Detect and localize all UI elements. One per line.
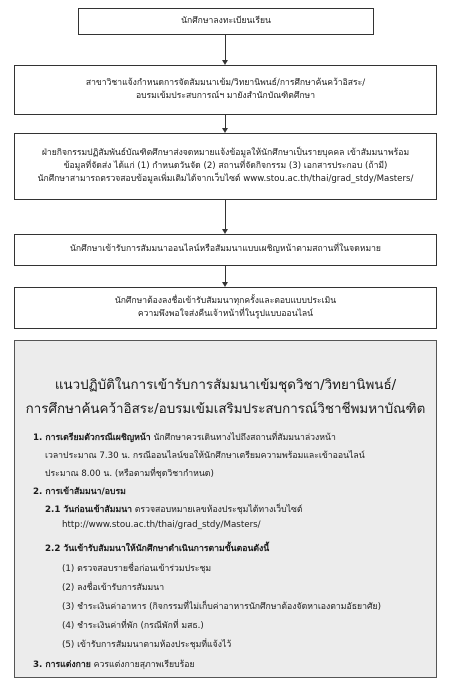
guide-subitem-before [45, 502, 303, 516]
flow-step-register [78, 8, 374, 35]
guidelines-panel [14, 340, 437, 678]
guide-item-dress-heading: 3. การแต่งกาย [33, 660, 91, 670]
flow-step-letter-line1: ฝ่ายกิจกรรมปฏิสัมพันธ์บัณฑิตศึกษาส่งจดหมายแจ้งข้อมูลให้นักศึกษาเป็นรายบุคคล เข้าสัมมนาพร้อม [41, 147, 410, 158]
flow-step-evaluate-line2: ความพึงพอใจส่งคืนเจ้าหน้าที่ในรูปแบบออนไลน์ [137, 309, 314, 319]
flow-step-evaluate [14, 287, 437, 329]
guide-item-preparation [33, 430, 336, 444]
guide-item-preparation-line3: ประมาณ 8.00 น. (หรือตามที่ชุดวิชากำหนด) [45, 469, 214, 479]
guide-subitem-onday-heading: 2.2 วันเข้ารับสัมมนาให้นักศึกษาดำเนินการตามขั้นตอนดังนี้ [45, 544, 270, 554]
guide-subitem-before-url: http://www.stou.ac.th/thai/grad_stdy/Masters/ [62, 520, 261, 530]
guide-subitem-before-text: ตรวจสอบหมายเลขห้องประชุมได้ทางเว็บไซต์ [132, 505, 303, 515]
guide-step-check-list: (1) ตรวจสอบรายชื่อก่อนเข้าร่วมประชุม [62, 564, 212, 574]
guide-item-preparation-heading: 1. การเตรียมตัวกรณีเผชิญหน้า [33, 433, 151, 443]
flow-step-schedule-line2: อบรมเข้มประสบการณ์ฯ มายังสำนักบัณฑิตศึกษา [135, 91, 316, 101]
flow-step-letter-line3: นักศึกษาสามารถตรวจสอบข้อมูลเพิ่มเติมได้จากเว็บไซต์ www.stou.ac.th/thai/grad_stdy/Masters/ [37, 174, 414, 185]
guide-item-preparation-text: นักศึกษาควรเดินทางไปถึงสถานที่สัมมนาล่วงหน้า [150, 433, 336, 443]
guidelines-title-line1: แนวปฏิบัติในการเข้ารับการสัมมนาเข้มชุดวิชา/วิทยานิพนธ์/ [54, 378, 397, 393]
flow-step-register-text: นักศึกษาลงทะเบียนเรียน [181, 15, 271, 26]
flow-step-attend [14, 234, 437, 266]
guide-step-meal-fee: (3) ชำระเงินค่าอาหาร (กิจกรรมที่ไม่เก็บค่าอาหารนักศึกษาต้องจัดหาเองตามอัธยาศัย) [62, 602, 381, 612]
guide-step-lodging-fee: (4) ชำระเงินค่าที่พัก (กรณีพักที่ มสธ.) [62, 621, 204, 631]
flow-arrow-1 [225, 35, 226, 61]
flow-arrow-4 [225, 266, 226, 283]
guide-item-preparation-line2: เวลาประมาณ 7.30 น. กรณีออนไลน์ขอให้นักศึกษาเตรียมความพร้อมและเข้าออนไลน์ [45, 451, 365, 461]
flow-step-attend-text: นักศึกษาเข้ารับการสัมมนาออนไลน์หรือสัมมนาแบบเผชิญหน้าตามสถานที่ในจดหมาย [70, 244, 381, 255]
flow-step-schedule [14, 65, 437, 115]
guide-step-join-room: (5) เข้ารับการสัมมนาตามห้องประชุมที่แจ้งไว้ [62, 640, 232, 650]
guide-item-attendance-heading: 2. การเข้าสัมมนา/อบรม [33, 487, 126, 497]
flow-step-evaluate-line1: นักศึกษาต้องลงชื่อเข้ารับสัมมนาทุกครั้งและตอบแบบประเมิน [114, 295, 337, 306]
flow-arrow-3 [225, 200, 226, 230]
guide-item-dress-text: ควรแต่งกายสุภาพเรียบร้อย [90, 660, 195, 670]
guide-item-dress [33, 657, 195, 671]
guide-subitem-before-heading: 2.1 วันก่อนเข้าสัมมนา [45, 505, 133, 515]
flow-step-letter [14, 133, 437, 200]
guide-step-sign-in: (2) ลงชื่อเข้ารับการสัมมนา [62, 583, 165, 593]
flow-step-schedule-line1: สาขาวิชาแจ้งกำหนดการจัดสัมมนาเข้ม/วิทยานิพนธ์/การศึกษาค้นคว้าอิสระ/ [85, 77, 366, 88]
flow-step-letter-line2: ข้อมูลที่จัดส่ง ได้แก่ (1) กำหนดวันจัด (2) สถานที่จัดกิจกรรม (3) เอกสารประกอบ (ถ้ามี) [63, 160, 388, 171]
flow-arrow-2 [225, 115, 226, 129]
guidelines-title-line2: การศึกษาค้นคว้าอิสระ/อบรมเข้มเสริมประสบการณ์วิชาชีพมหาบัณฑิต [25, 402, 426, 417]
